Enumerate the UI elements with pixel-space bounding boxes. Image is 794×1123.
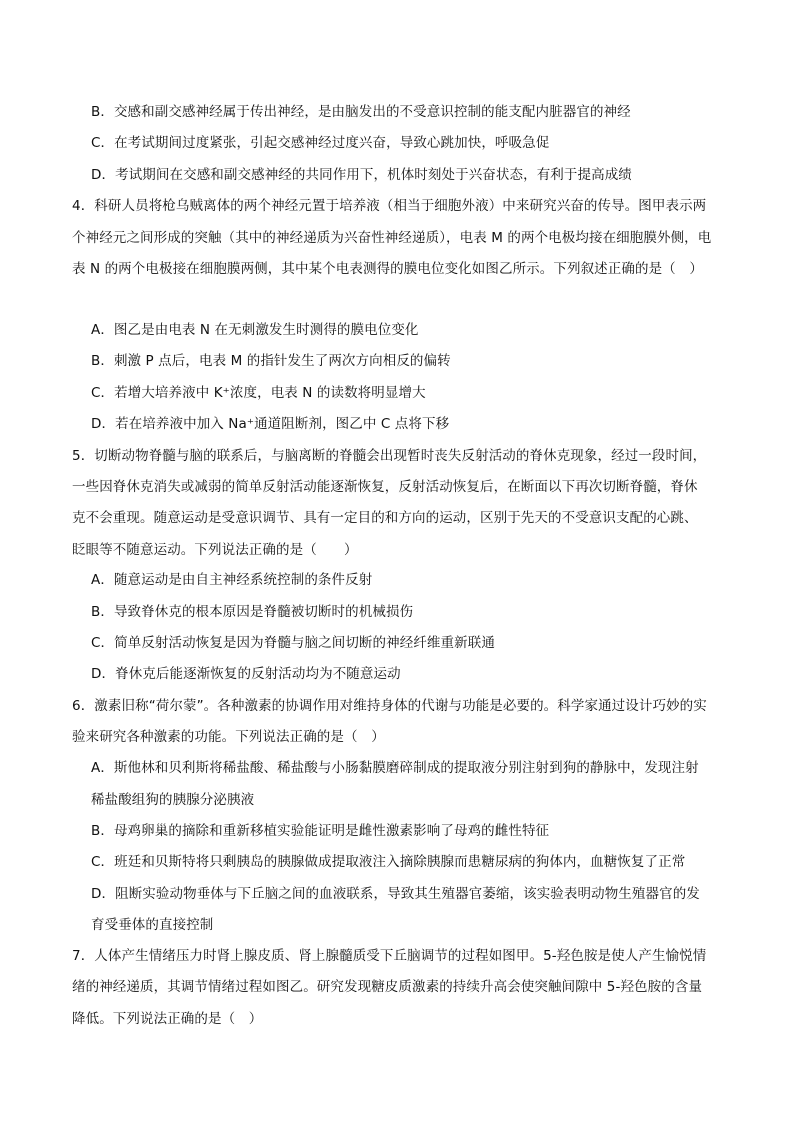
q4-stem-line: 表 N 的两个电极接在细胞膜两侧，其中某个电表测得的膜电位变化如图乙所示。下列叙述正确的是（ ） [72, 261, 703, 277]
q6-option-d: D．阻断实验动物垂体与下丘脑之间的血液联系，导致其生殖器官萎缩，该实验表明动物生殖器官的发 [91, 886, 700, 902]
q4-stem-line: 4．科研人员将枪乌贼离体的两个神经元置于培养液（相当于细胞外液）中来研究兴奋的传导。图甲表示两 [72, 198, 707, 214]
q7-stem-line: 降低。下列说法正确的是（ ） [72, 1011, 263, 1027]
q5-stem-line: 5．切断动物脊髓与脑的联系后，与脑离断的脊髓会出现暂时丧失反射活动的脊休克现象，经过一段时间， [72, 448, 707, 464]
q6-option-d-cont: 育受垂体的直接控制 [91, 917, 214, 933]
q5-option-b: B．导致脊休克的根本原因是脊髓被切断时的机械损伤 [91, 604, 414, 620]
q5-stem-line: 克不会重现。随意运动是受意识调节、具有一定目的和方向的运动，区别于先天的不受意识支配的心跳、 [72, 510, 698, 526]
q4-stem-line: 个神经元之间形成的突触（其中的神经递质为兴奋性神经递质），电表 M 的两个电极均接在细胞膜外侧，电 [72, 230, 712, 246]
q4-option-b: B．刺激 P 点后，电表 M 的指针发生了两次方向相反的偏转 [91, 353, 451, 369]
q4-option-a: A．图乙是由电表 N 在无刺激发生时测得的膜电位变化 [91, 322, 419, 338]
q5-stem-line: 一些因脊休克消失或减弱的简单反射活动能逐渐恢复，反射活动恢复后，在断面以下再次切断脊髓，脊休 [72, 479, 698, 495]
q5-stem-line: 眨眼等不随意运动。下列说法正确的是（ ） [72, 542, 358, 558]
q6-stem-line: 验来研究各种激素的功能。下列说法正确的是（ ） [72, 729, 385, 745]
q5-option-a: A．随意运动是由自主神经系统控制的条件反射 [91, 572, 373, 588]
q6-stem-line: 6．激素旧称“荷尔蒙”。各种激素的协调作用对维持身体的代谢与功能是必要的。科学家通过设计巧妙的实 [72, 698, 707, 714]
q4-option-c: C．若增大培养液中 K⁺浓度，电表 N 的读数将明显增大 [91, 385, 426, 401]
q5-option-d: D．脊休克后能逐渐恢复的反射活动均为不随意运动 [91, 666, 401, 682]
q6-option-a-cont: 稀盐酸组狗的胰腺分泌胰液 [91, 792, 255, 808]
q6-option-a: A．斯他林和贝利斯将稀盐酸、稀盐酸与小肠黏膜磨碎制成的提取液分别注射到狗的静脉中，发现注射 [91, 760, 699, 776]
q7-stem-line: 绪的神经递质，其调节情绪过程如图乙。研究发现糖皮质激素的持续升高会使突触间隙中 5-羟色胺的含量 [72, 979, 703, 995]
q6-option-c: C．班廷和贝斯特将只剩胰岛的胰腺做成提取液注入摘除胰腺而患糖尿病的狗体内，血糖恢复了正常 [91, 854, 686, 870]
q4-option-d: D．若在培养液中加入 Na⁺通道阻断剂，图乙中 C 点将下移 [91, 416, 450, 432]
q3-option-b: B．交感和副交感神经属于传出神经，是由脑发出的不受意识控制的能支配内脏器官的神经 [91, 104, 631, 120]
q6-option-b: B．母鸡卵巢的摘除和重新移植实验能证明是雌性激素影响了母鸡的雌性特征 [91, 823, 550, 839]
q7-stem-line: 7．人体产生情绪压力时肾上腺皮质、肾上腺髓质受下丘脑调节的过程如图甲。5-羟色胺是使人产生愉悦情 [72, 948, 707, 964]
q5-option-c: C．简单反射活动恢复是因为脊髓与脑之间切断的神经纤维重新联通 [91, 635, 495, 651]
q3-option-c: C．在考试期间过度紧张，引起交感神经过度兴奋，导致心跳加快，呼吸急促 [91, 135, 550, 151]
q3-option-d: D．考试期间在交感和副交感神经的共同作用下，机体时刻处于兴奋状态，有利于提高成绩 [91, 167, 632, 183]
